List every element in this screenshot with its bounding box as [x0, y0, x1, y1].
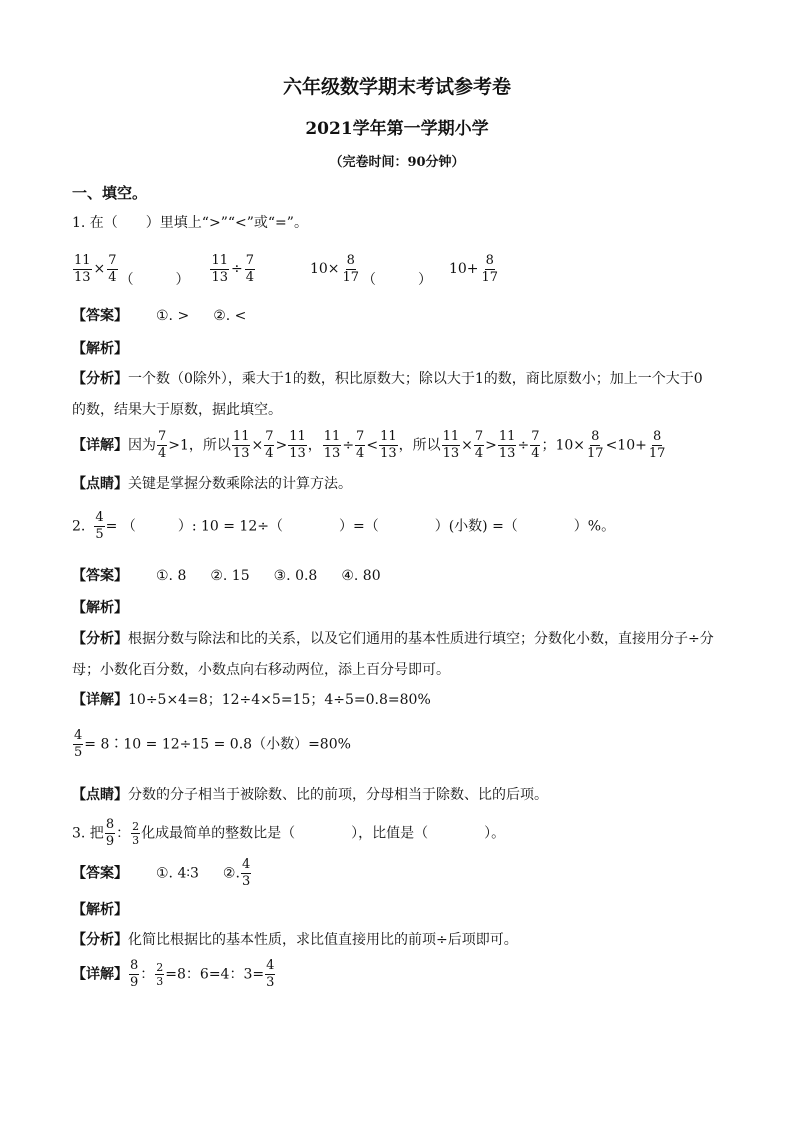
time-note: （完卷时间：90分钟）: [329, 155, 465, 170]
q2-fenxi-cont: 母；小数化百分数，小数点向右移动两位，添上百分号即可。: [72, 662, 450, 678]
q1-point: 【点睛】关键是掌握分数乘除法的计算方法。: [72, 476, 352, 492]
q2-answer: 【答案】 ①. 8 ②. 15 ③. 0.8 ④. 80: [72, 568, 381, 584]
q1-answer: 【答案】 ①. > ②. <: [72, 308, 247, 324]
fraction: $\frac{8}{17}$: [481, 252, 499, 285]
q1-blank-1: （ ）: [119, 272, 190, 288]
q1-fenxi-cont: 的数，结果大于原数，据此填空。: [72, 402, 282, 418]
q1-expressions: $\frac{11}{13}$ × $\frac{7}{4}$ （ ） $\frac{11}{13}$ ÷ $\frac{7}{4}$ 10× $\frac{8}{17}$ （ ） 10+ $\frac{8}{17}$: [74, 252, 499, 288]
fraction: $\frac{11}{13}$: [74, 252, 91, 285]
q2-equation: $\frac{4}{5}$ = 8∶10 = 12÷15 = 0.8（小数）=80%: [74, 728, 351, 760]
q2-point: 【点睛】分数的分子相当于被除数、比的前项，分母相当于除数、比的后项。: [72, 787, 548, 803]
page-subtitle: 2021学年第一学期小学: [305, 119, 489, 139]
q3-detail: 【详解】 $\frac{8}{9}$ ： $\frac{2}{3}$ =8：6=4：3= $\frac{4}{3}$: [72, 958, 275, 990]
fraction: $\frac{8}{17}$: [342, 252, 360, 285]
q3-analysis-label: 【解析】: [72, 902, 128, 918]
q3-stem: 3. 把 $\frac{8}{9}$ ： $\frac{2}{3}$ 化成最简单的整数比是（ ），比值是（ ）。: [72, 817, 506, 849]
q3-fenxi: 【分析】化简比根据比的基本性质，求比值直接用比的前项÷后项即可。: [72, 932, 518, 948]
q1-analysis-label: 【解析】: [72, 341, 128, 357]
page-title: 六年级数学期末考试参考卷: [282, 76, 511, 98]
q1-fenxi: 【分析】一个数（0除外），乘大于1的数，积比原数大；除以大于1的数，商比原数小；加上一个大于0: [72, 371, 703, 387]
q1-detail: 【详解】因为 $\frac{7}{4}$ >1，所以 $\frac{11}{13}$ × $\frac{7}{4}$ > $\frac{11}{13}$ ， $\frac{11}{13}$ ÷ $\frac{7}{4}$ < $\frac{11}{13}$ ，所以 $\frac{11}{13}$ × $\frac{7}{4}$ > $\frac{11}{13}$ ÷ $\frac{7}{4}$ ；10× $\frac{8}{17}$ <10+ $\frac{8}{17}$: [72, 429, 666, 461]
q3-answer: 【答案】 ①. 4∶3 ②. $\frac{4}{3}$: [72, 857, 251, 889]
q2-fenxi: 【分析】根据分数与除法和比的关系，以及它们通用的基本性质进行填空；分数化小数，直接用分子÷分: [72, 631, 714, 647]
q2-detail: 【详解】10÷5×4=8；12÷4×5=15；4÷5=0.8=80%: [72, 692, 431, 708]
fraction: $\frac{11}{13}$: [211, 252, 229, 285]
q2-analysis-label: 【解析】: [72, 600, 128, 616]
q1-blank-2: （ ）: [362, 272, 433, 288]
fraction: $\frac{7}{4}$: [245, 252, 255, 285]
q2-stem: 2. $\frac{4}{5}$ = （ ）: 10 = 12÷（ ）=（ ）(小数) =（ ）%。: [72, 510, 616, 542]
section-heading: 一、填空。: [72, 184, 148, 202]
q1-stem: 1. 在（ ）里填上“>”“<”或“=”。: [72, 215, 308, 231]
fraction: $\frac{7}{4}$: [108, 252, 117, 285]
